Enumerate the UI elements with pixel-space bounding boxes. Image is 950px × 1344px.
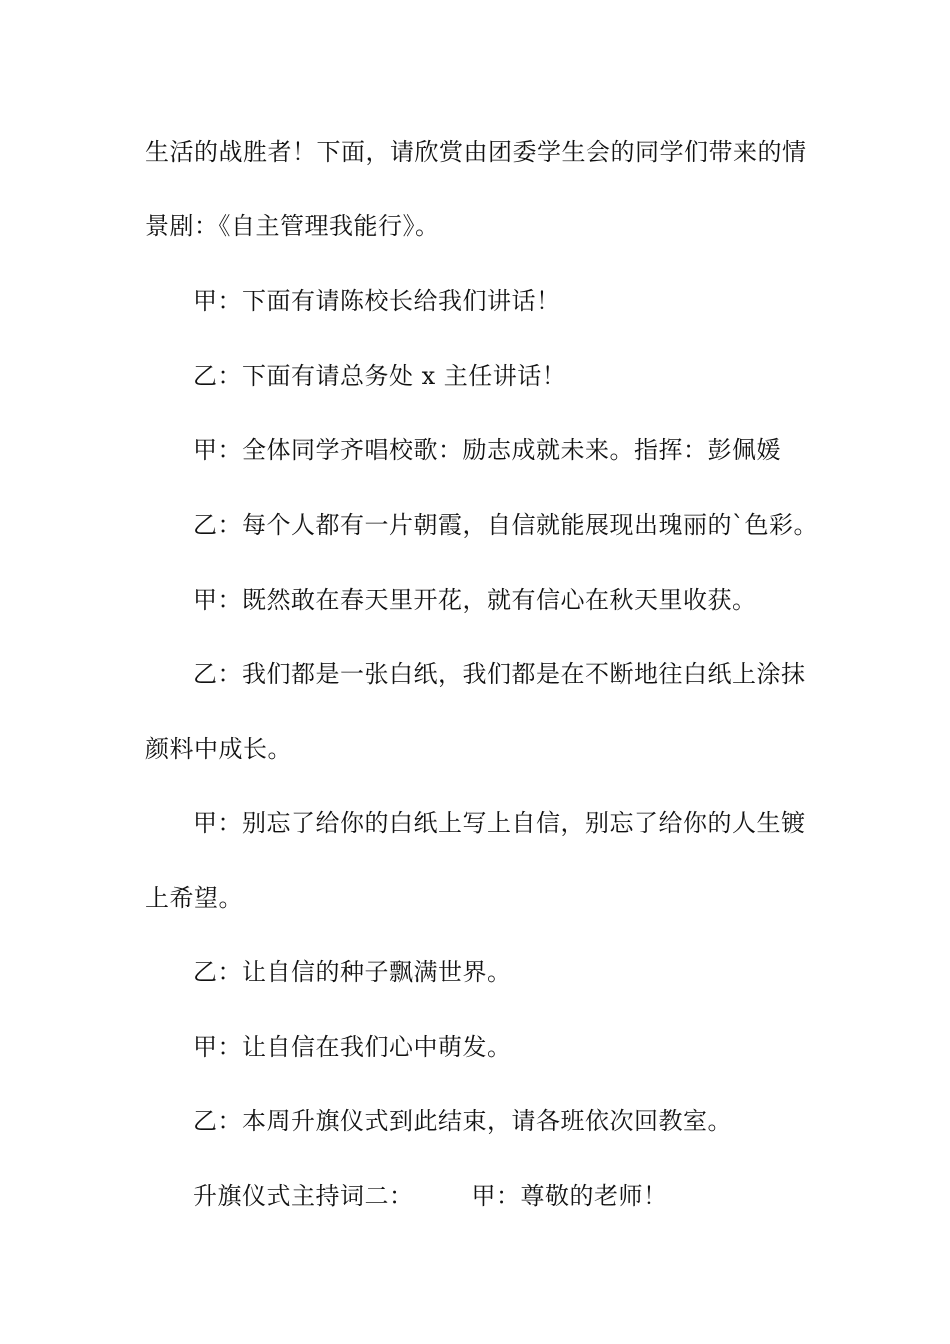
text-line-13: 甲：让自信在我们心中萌发。	[193, 1033, 512, 1061]
section-heading: 升旗仪式主持词二：	[193, 1182, 414, 1210]
text-line-5: 甲：全体同学齐唱校歌：励志成就未来。指挥：彭佩媛	[193, 436, 781, 464]
text-line-3: 甲：下面有请陈校长给我们讲话！	[193, 287, 561, 315]
section-first-line: 甲：尊敬的老师！	[471, 1182, 668, 1210]
text-line-7: 甲：既然敢在春天里开花，就有信心在秋天里收获。	[193, 586, 757, 614]
text-line-11: 上希望。	[145, 884, 243, 912]
text-line-14: 乙：本周升旗仪式到此结束，请各班依次回教室。	[193, 1107, 732, 1135]
text-line-2: 景剧：《自主管理我能行》。	[145, 212, 440, 240]
text-line-6: 乙：每个人都有一片朝霞，自信就能展现出瑰丽的`色彩。	[193, 511, 818, 539]
text-line-1: 生活的战胜者！下面，请欣赏由团委学生会的同学们带来的情	[145, 138, 807, 166]
text-line-10: 甲：别忘了给你的白纸上写上自信，别忘了给你的人生镀	[193, 809, 806, 837]
text-line-9: 颜料中成长。	[145, 735, 292, 763]
text-line-4: 乙：下面有请总务处 x 主任讲话！	[193, 362, 567, 390]
text-line-12: 乙：让自信的种子飘满世界。	[193, 958, 512, 986]
text-line-8: 乙：我们都是一张白纸，我们都是在不断地往白纸上涂抹	[193, 660, 806, 688]
text-line-15	[193, 1176, 863, 1216]
